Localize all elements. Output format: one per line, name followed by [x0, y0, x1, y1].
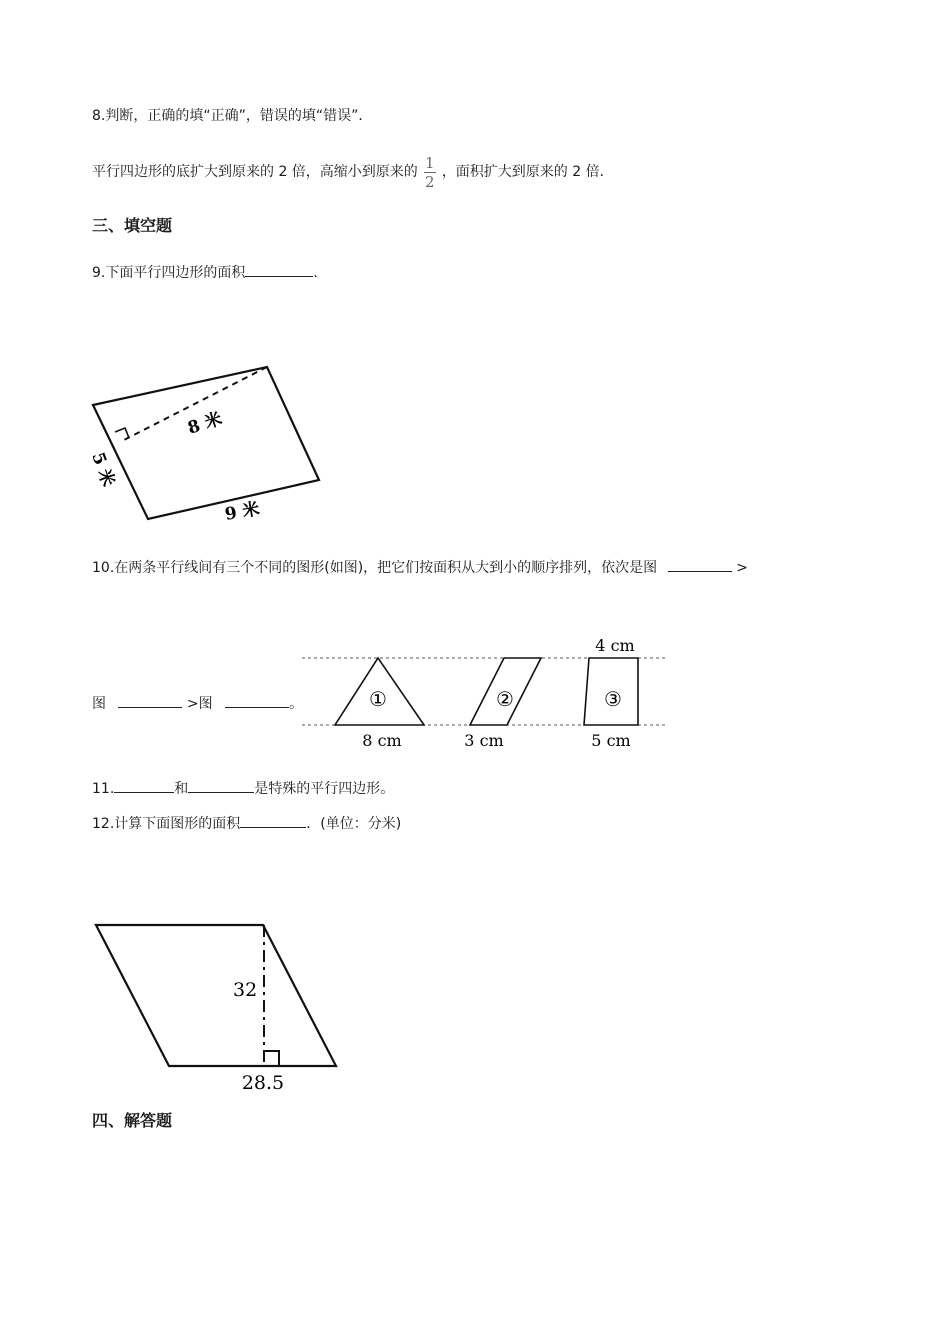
q9-height-label: 8 米 [185, 408, 225, 439]
q10-end: 。 [289, 696, 304, 712]
q10-shapes-figure [300, 632, 670, 754]
section-4-heading: 四、解答题 [92, 1111, 173, 1130]
q9-parallelogram-figure [80, 360, 340, 530]
q8-frac-numerator: 1 [425, 153, 435, 172]
q10-blank-2[interactable] [118, 693, 182, 708]
q10-gt-2: >图 [186, 696, 213, 712]
q12-end: ．(单位：分米) [306, 816, 402, 832]
q11-question [92, 778, 394, 798]
q9-right-angle-mark [115, 428, 129, 438]
q11-suffix: 是特殊的平行四边形。 [254, 781, 395, 797]
q8-fraction [424, 155, 436, 190]
q10-shape-2-label: ② [496, 687, 514, 711]
q10-label-triangle-base: 8 cm [362, 731, 402, 750]
q10-gt: > [736, 560, 748, 576]
q10-question-cont [92, 693, 303, 713]
q12-parallelogram-figure [85, 915, 355, 1095]
q12-right-angle-mark [264, 1051, 279, 1066]
q8-title: 8.判断，正确的填“正确”，错误的填“错误”． [92, 108, 373, 124]
q9-text: 9.下面平行四边形的面积 [92, 265, 246, 281]
q9-base-label: 9 米 [223, 499, 262, 525]
section-3-heading: 三、填空题 [92, 216, 173, 235]
q12-answer-blank[interactable] [240, 813, 306, 828]
q9-end: ． [313, 265, 328, 281]
q10-shape-1-label: ① [369, 687, 387, 711]
q11-mid: 和 [174, 781, 189, 797]
q10-shape-3-label: ③ [604, 687, 622, 711]
q10-label-parallelogram-base: 3 cm [464, 731, 504, 750]
q8-statement-b: ，面积扩大到原来的 2 倍． [441, 164, 614, 180]
q12-height-label: 32 [233, 979, 258, 1001]
q10-tu-1: 图 [92, 696, 106, 712]
q11-prefix: 11. [92, 781, 115, 797]
q8-frac-denominator: 2 [425, 172, 435, 191]
q10-label-trapezoid-base: 5 cm [591, 731, 631, 750]
q10-blank-1[interactable] [668, 557, 732, 572]
q9-answer-blank[interactable] [245, 262, 313, 277]
q10-label-top: 4 cm [595, 636, 635, 655]
q9-question [92, 262, 327, 282]
q8-statement-a: 平行四边形的底扩大到原来的 2 倍，高缩小到原来的 [92, 164, 418, 180]
q10-question [92, 557, 748, 577]
q11-blank-2[interactable] [188, 778, 254, 793]
q12-question [92, 813, 401, 833]
q9-parallelogram [93, 367, 319, 519]
q12-base-label: 28.5 [241, 1072, 285, 1094]
q12-parallelogram [96, 925, 336, 1066]
q8-statement [92, 150, 614, 194]
q10-text: 10.在两条平行线间有三个不同的图形(如图)，把它们按面积从大到小的顺序排列，依次是图 [92, 560, 658, 576]
q10-blank-3[interactable] [225, 693, 289, 708]
q9-side-label: 5 米 [87, 449, 118, 490]
q12-text: 12.计算下面图形的面积 [92, 816, 241, 832]
q11-blank-1[interactable] [114, 778, 174, 793]
